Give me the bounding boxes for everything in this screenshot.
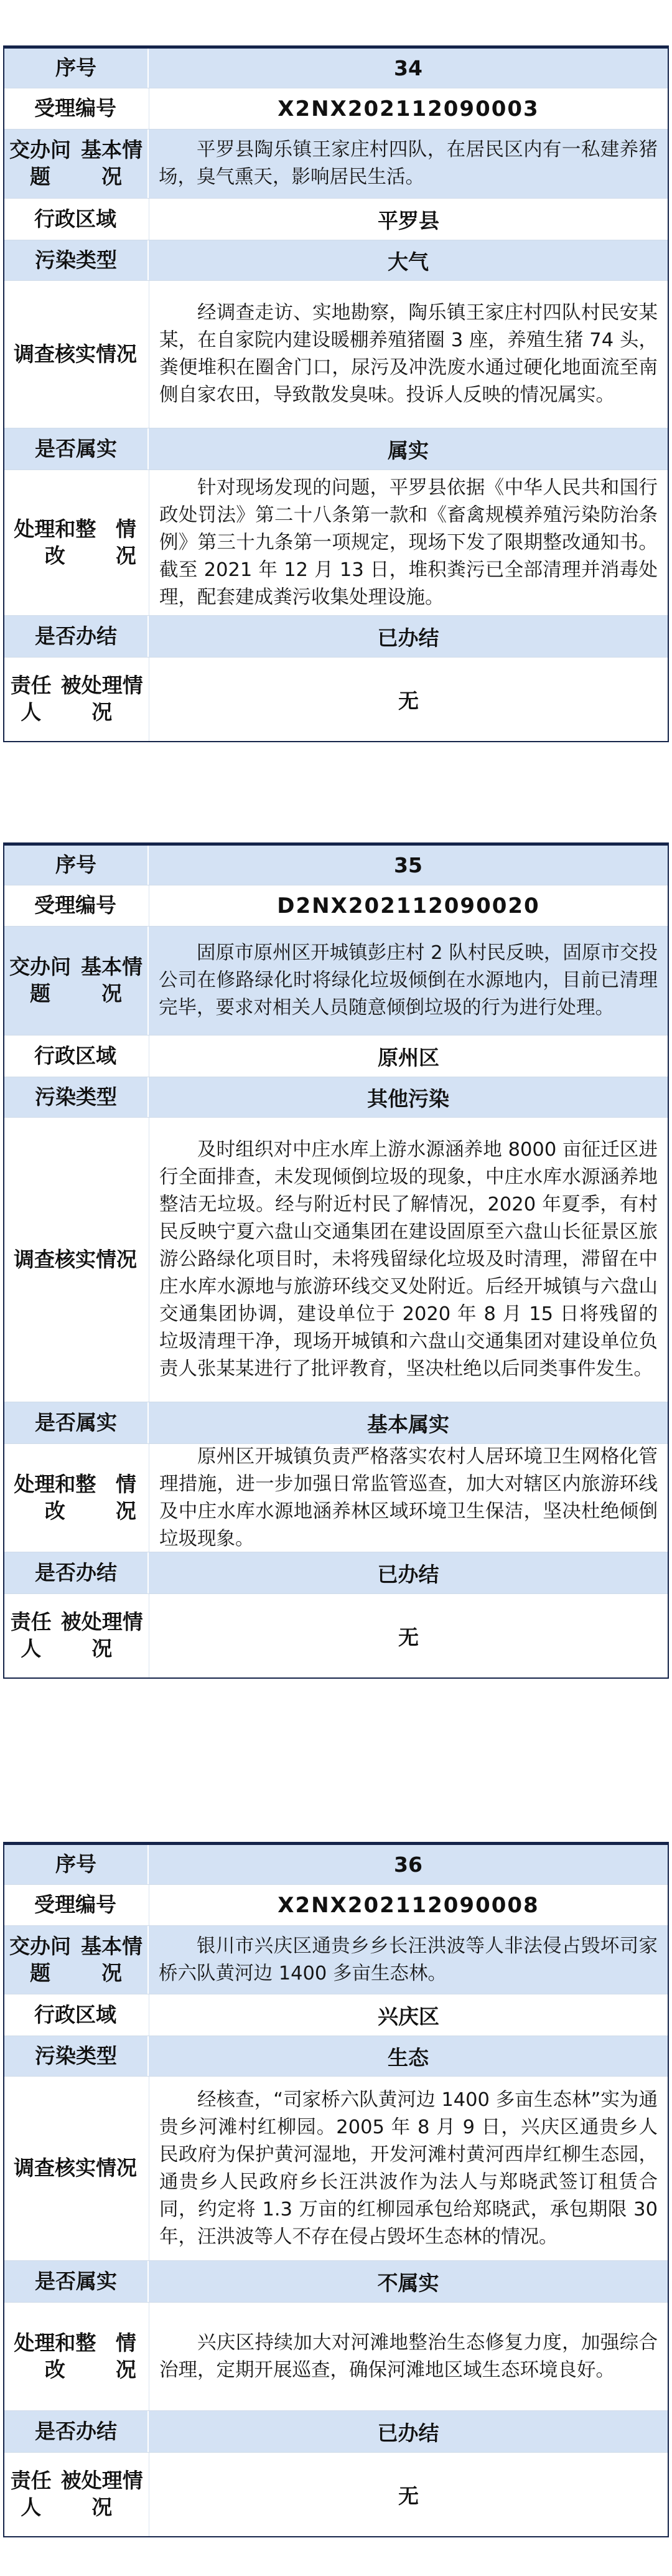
- issue-value: [149, 927, 668, 1035]
- row-closed: [4, 2411, 668, 2452]
- handling-label: [4, 1444, 147, 1552]
- row-handling: [4, 470, 668, 615]
- label-line: 基本情况: [81, 955, 142, 1006]
- row-closed: [4, 616, 668, 657]
- issue-label: [4, 1926, 147, 1994]
- issue-text: 银川市兴庆区通贵乡乡长汪洪波等人非法侵占毁坏司家桥六队黄河边 1400 多亩生态林。: [159, 1935, 658, 1984]
- card-side-border: [668, 842, 669, 1679]
- row-handling: [4, 1444, 668, 1552]
- investigation-text: 经调查走访、实地勘察，陶乐镇王家庄村四队村民安某某，在自家院内建设暖棚养殖猪圈 3 座，养殖生猪 74 头，粪便堆积在圈舍门口，尿污及冲洗废水通过硬化地面流至南侧自家农田，导致散发臭味。投诉人反映的情况属实。: [159, 302, 658, 406]
- label-line: 情况: [115, 516, 136, 568]
- investigation-label: [4, 2077, 147, 2260]
- issue-label: [4, 130, 147, 198]
- label-line: 基本情况: [81, 138, 142, 189]
- label-line: 情况: [115, 2330, 136, 2382]
- issue-label: [4, 927, 147, 1035]
- seq-label: 序号: [4, 846, 147, 885]
- label-line: 责任人: [10, 673, 52, 724]
- region-value: 平罗县: [149, 199, 668, 240]
- region-label: 行政区域: [4, 1036, 147, 1077]
- closed-label: 是否办结: [4, 616, 147, 657]
- responsible-label: [4, 2453, 147, 2536]
- label-line: 交办问题: [9, 955, 71, 1006]
- label-line: 被处理情况: [60, 2468, 143, 2519]
- code-label: 受理编号: [4, 885, 147, 926]
- type-value: 生态: [149, 2036, 668, 2076]
- row-type: [4, 2036, 668, 2076]
- row-seq: [4, 846, 668, 885]
- verified-label: 是否属实: [4, 1402, 147, 1443]
- row-code: [4, 88, 668, 129]
- row-verified: [4, 2261, 668, 2302]
- label-line: 调查核实: [14, 1247, 96, 1271]
- responsible-value: 无: [149, 2453, 668, 2536]
- label-line: 处理和整改: [14, 516, 96, 568]
- row-issue: [4, 927, 668, 1035]
- row-seq: [4, 1845, 668, 1884]
- handling-label: [4, 470, 147, 615]
- card-side-border: [3, 842, 4, 1679]
- label-line: 情况: [96, 1247, 137, 1271]
- code-value: D2NX202112090020: [149, 885, 668, 926]
- row-issue: [4, 130, 668, 198]
- row-investigation: [4, 1118, 668, 1402]
- investigation-text: 经核查，“司家桥六队黄河边 1400 多亩生态林”实为通贵乡河滩村红柳园。2005 年 8 月 9 日，兴庆区通贵乡人民政府为保护黄河湿地，开发河滩村黄河西岸红柳生态园，通贵乡人民政府乡长汪洪波作为法人与郑晓武签订租赁合同，约定将 1.3 万亩的红柳园承包给郑晓武，承包期限 30 年，汪洪波等人不存在侵占毁坏生态林的情况。: [159, 2088, 658, 2248]
- region-value: 兴庆区: [149, 1994, 668, 2036]
- card-side-border: [3, 1842, 4, 2537]
- investigation-label: [4, 281, 147, 428]
- label-line: 责任人: [10, 2468, 52, 2519]
- responsible-value: 无: [149, 658, 668, 741]
- responsible-value: 无: [149, 1594, 668, 1677]
- label-line: 交办问题: [9, 1933, 71, 1985]
- investigation-text: 及时组织对中庄水库上游水源涵养地 8000 亩征迁区进行全面排查，未发现倾倒垃圾的现象，中庄水库水源涵养地整洁无垃圾。经与附近村民了解情况，2020 年夏季，有村民反映宁夏六盘山交通集团在建设固原至六盘山长征景区旅游公路绿化项目时，未将残留绿化垃圾及时清理，滞留在中庄水库水源地与旅游环线交叉处附近。后经开城镇与六盘山交通集团协调，建设单位于 2020 年 8 月 15 日将残留的垃圾清理干净，现场开城镇和六盘山交通集团对建设单位负责人张某某进行了批评教育，坚决杜绝以后同类事件发生。: [159, 1139, 658, 1380]
- label-line: 基本情况: [81, 1933, 142, 1985]
- closed-value: 已办结: [149, 616, 668, 657]
- code-value: X2NX202112090003: [149, 88, 668, 129]
- verified-label: 是否属实: [4, 2261, 147, 2302]
- type-label: 污染类型: [4, 1077, 147, 1117]
- card-side-border: [668, 1842, 669, 2537]
- issue-value: [149, 1926, 668, 1994]
- row-closed: [4, 1552, 668, 1593]
- seq-value: 36: [149, 1845, 668, 1884]
- code-value: X2NX202112090008: [149, 1885, 668, 1925]
- type-label: 污染类型: [4, 2036, 147, 2076]
- label-line: 情况: [115, 1471, 136, 1523]
- verified-value: 基本属实: [149, 1402, 668, 1443]
- card-bottom-border: [4, 741, 668, 742]
- type-value: 其他污染: [149, 1077, 668, 1117]
- seq-label: 序号: [4, 1845, 147, 1884]
- label-line: 责任人: [10, 1610, 52, 1661]
- handling-value: [149, 1444, 668, 1552]
- issue-text: 平罗县陶乐镇王家庄村四队，在居民区内有一私建养猪场，臭气熏天，影响居民生活。: [159, 139, 658, 188]
- row-handling: [4, 2303, 668, 2410]
- region-label: 行政区域: [4, 1994, 147, 2036]
- card-bottom-border: [4, 1677, 668, 1679]
- region-label: 行政区域: [4, 199, 147, 240]
- responsible-label: [4, 658, 147, 741]
- row-type: [4, 1077, 668, 1117]
- type-value: 大气: [149, 240, 668, 280]
- handling-value: [149, 470, 668, 615]
- row-verified: [4, 428, 668, 469]
- closed-label: 是否办结: [4, 2411, 147, 2452]
- verified-value: 不属实: [149, 2261, 668, 2302]
- row-responsible: [4, 658, 668, 741]
- investigation-value: [149, 1118, 668, 1402]
- row-code: [4, 1885, 668, 1925]
- label-line: 调查核实: [14, 341, 96, 366]
- handling-value: [149, 2303, 668, 2410]
- handling-text: 兴庆区持续加大对河滩地整治生态修复力度，加强综合治理，定期开展巡查，确保河滩地区域生态环境良好。: [159, 2331, 658, 2381]
- label-line: 处理和整改: [14, 2330, 96, 2382]
- issue-text: 固原市原州区开城镇彭庄村 2 队村民反映，固原市交投公司在修路绿化时将绿化垃圾倾倒在水源地内，目前已清理完毕，要求对相关人员随意倾倒垃圾的行为进行处理。: [159, 942, 658, 1019]
- label-line: 处理和整改: [14, 1471, 96, 1523]
- seq-label: 序号: [4, 49, 147, 88]
- verified-value: 属实: [149, 428, 668, 469]
- row-seq: [4, 49, 668, 88]
- label-line: 交办问题: [9, 138, 71, 189]
- type-label: 污染类型: [4, 240, 147, 280]
- handling-text: 原州区开城镇负责严格落实农村人居环境卫生网格化管理措施，进一步加强日常监管巡查，加大对辖区内旅游环线及中庄水库水源地涵养林区域环境卫生保洁，坚决杜绝倾倒垃圾现象。: [159, 1445, 658, 1550]
- handling-text: 针对现场发现的问题，平罗县依据《中华人民共和国行政处罚法》第二十八条第一款和《畜禽规模养殖污染防治条例》第三十九条第一项规定，现场下发了限期整改通知书。截至 2021 年 12 月 13 日，堆积粪污已全部清理并消毒处理，配套建成粪污收集处理设施。: [159, 476, 658, 608]
- row-region: [4, 1994, 668, 2036]
- closed-label: 是否办结: [4, 1552, 147, 1593]
- row-verified: [4, 1402, 668, 1443]
- responsible-label: [4, 1594, 147, 1677]
- investigation-value: [149, 2077, 668, 2260]
- seq-value: 34: [149, 49, 668, 88]
- seq-value: 35: [149, 846, 668, 885]
- label-line: 情况: [96, 2156, 137, 2181]
- closed-value: 已办结: [149, 2411, 668, 2452]
- row-region: [4, 1036, 668, 1077]
- label-line: 情况: [96, 341, 137, 366]
- label-line: 被处理情况: [60, 1610, 143, 1661]
- row-issue: [4, 1926, 668, 1994]
- code-label: 受理编号: [4, 88, 147, 129]
- label-line: 调查核实: [14, 2156, 96, 2181]
- investigation-label: [4, 1118, 147, 1402]
- row-responsible: [4, 1594, 668, 1677]
- row-code: [4, 885, 668, 926]
- investigation-value: [149, 281, 668, 428]
- row-responsible: [4, 2453, 668, 2536]
- closed-value: 已办结: [149, 1552, 668, 1593]
- row-type: [4, 240, 668, 280]
- card-side-border: [3, 45, 4, 742]
- row-investigation: [4, 2077, 668, 2260]
- card-bottom-border: [4, 2536, 668, 2537]
- code-label: 受理编号: [4, 1885, 147, 1925]
- label-line: 被处理情况: [60, 673, 143, 724]
- handling-label: [4, 2303, 147, 2410]
- row-investigation: [4, 281, 668, 428]
- row-region: [4, 199, 668, 240]
- issue-value: [149, 130, 668, 198]
- region-value: 原州区: [149, 1036, 668, 1077]
- card-side-border: [668, 45, 669, 742]
- verified-label: 是否属实: [4, 428, 147, 469]
